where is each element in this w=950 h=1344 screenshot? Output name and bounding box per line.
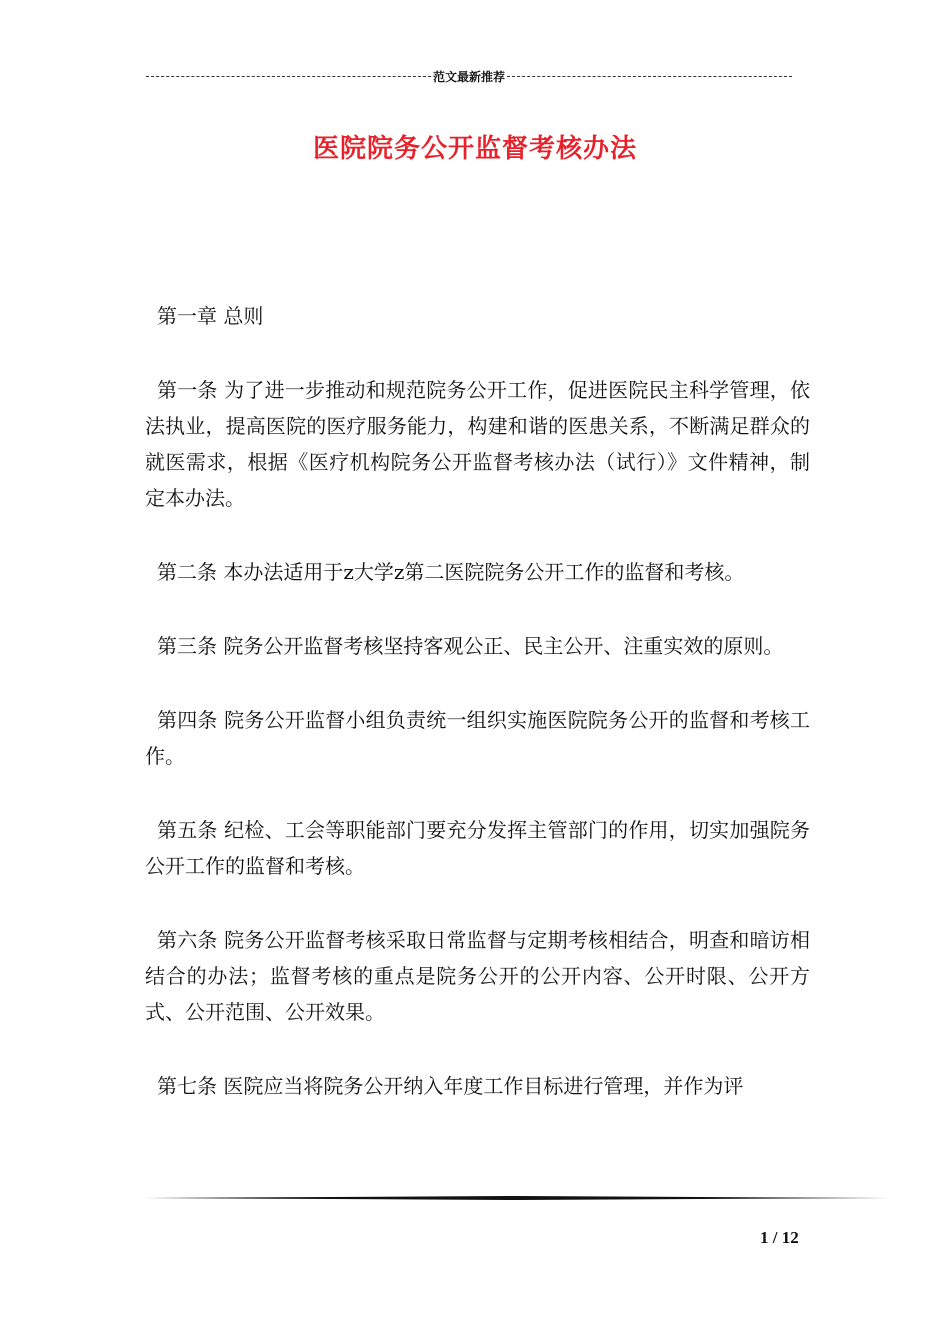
article-2: 第二条 本办法适用于z大学z第二医院院务公开工作的监督和考核。	[157, 560, 745, 584]
document-title: 医院院务公开监督考核办法	[312, 134, 637, 164]
footer-rule	[145, 1196, 890, 1200]
page-number: 1 / 12	[760, 1228, 799, 1247]
header-dash-right	[507, 76, 792, 77]
header-dash-left	[146, 76, 431, 77]
chapter-heading: 第一章 总则	[157, 304, 264, 328]
header-label: 范文最新推荐	[433, 69, 506, 84]
page-header	[146, 66, 792, 86]
article-6: 第六条 院务公开监督考核采取日常监督与定期考核相结合，明查和暗访相结合的办法；监督考核的重点是院务公开的公开内容、公开时限、公开方式、公开范围、公开效果。	[145, 928, 810, 1024]
article-1: 第一条 为了进一步推动和规范院务公开工作，促进医院民主科学管理，依法执业，提高医院的医疗服务能力，构建和谐的医患关系，不断满足群众的就医需求，根据《医疗机构院务公开监督考核办法（试行）》文件精神，制定本办法。	[145, 378, 810, 510]
article-7: 第七条 医院应当将院务公开纳入年度工作目标进行管理，并作为评	[157, 1074, 744, 1098]
article-4: 第四条 院务公开监督小组负责统一组织实施医院院务公开的监督和考核工作。	[145, 708, 810, 768]
article-3: 第三条 院务公开监督考核坚持客观公正、民主公开、注重实效的原则。	[157, 634, 784, 658]
document-body	[145, 298, 810, 1142]
article-5: 第五条 纪检、工会等职能部门要充分发挥主管部门的作用，切实加强院务公开工作的监督和考核。	[145, 818, 810, 878]
